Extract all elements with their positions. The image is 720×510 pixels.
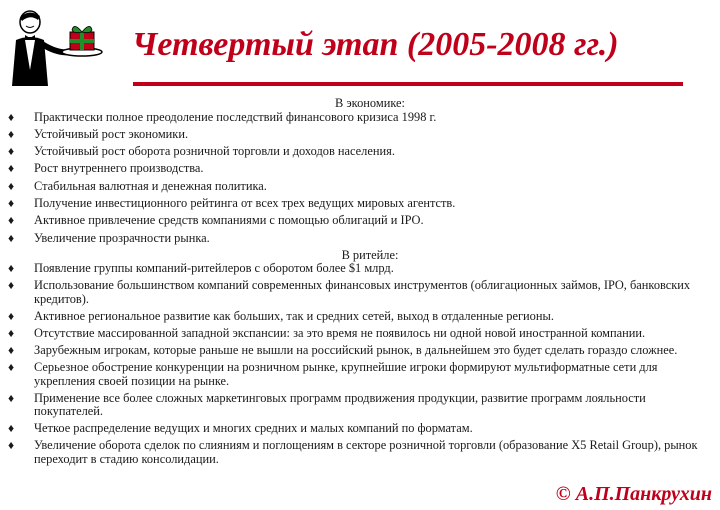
diamond-bullet-icon: ♦: [7, 196, 15, 210]
list-item-text: Устойчивый рост оборота розничной торговли и доходов населения.: [34, 144, 395, 159]
diamond-bullet-icon: ♦: [7, 359, 15, 374]
list-item: [4, 327, 716, 341]
diamond-bullet-icon: ♦: [7, 178, 15, 193]
title-underline: [133, 82, 683, 86]
list-item-text: Зарубежным игрокам, которые раньше не вышли на российский рынок, в дальнейшем это будет сделать гораздо сложнее.: [34, 342, 678, 357]
list-item: [4, 180, 716, 194]
list-item-text: Отсутствие массированной западной экспансии: за это время не появилось ни одной новой иностранной компании.: [34, 325, 646, 340]
diamond-bullet-icon: ♦: [7, 278, 15, 293]
list-item: [4, 310, 716, 324]
diamond-bullet-icon: ♦: [7, 213, 15, 228]
list-item: [4, 111, 716, 125]
list-item: [4, 392, 716, 419]
diamond-bullet-icon: ♦: [7, 421, 15, 436]
slide-title: Четвертый этап (2005-2008 гг.): [132, 26, 619, 63]
list-item-text: Устойчивый рост экономики.: [34, 126, 189, 141]
list-item: [4, 162, 716, 176]
economy-list: [4, 111, 716, 246]
list-item: [4, 262, 716, 276]
list-item: [4, 344, 716, 358]
diamond-bullet-icon: ♦: [7, 161, 15, 176]
list-item-text: Получение инвестиционного рейтинга от всех трех ведущих мировых агентств.: [34, 196, 456, 210]
slide-content: [4, 96, 716, 470]
section-heading-economy: В экономике:: [335, 96, 405, 110]
list-item: [4, 361, 716, 388]
list-item: [4, 214, 716, 228]
diamond-bullet-icon: ♦: [7, 126, 15, 141]
list-item: [4, 422, 716, 436]
list-item: [4, 145, 716, 159]
list-item: [4, 128, 716, 142]
list-item-text: Использование большинством компаний современных финансовых инструментов (облигационных займов, IPO, банковских кредитов).: [34, 278, 691, 307]
diamond-bullet-icon: ♦: [7, 230, 15, 245]
list-item-text: Практически полное преодоление последствий финансового кризиса 1998 г.: [34, 109, 437, 124]
diamond-bullet-icon: ♦: [7, 325, 15, 340]
list-item-text: Стабильная валютная и денежная политика.: [34, 178, 267, 193]
list-item-text: Четкое распределение ведущих и многих средних и малых компаний по форматам.: [34, 421, 473, 436]
list-item: [4, 439, 716, 466]
list-item: [4, 279, 716, 306]
list-item-text: Активное привлечение средств компаниями с помощью облигаций и IPO.: [34, 213, 424, 228]
list-item-text: Серьезное обострение конкуренции на розничном рынке, крупнейшие игроки формируют мультиформатные сети для укрепления своей позиции на рынке.: [34, 359, 658, 388]
retail-list: [4, 262, 716, 466]
diamond-bullet-icon: ♦: [7, 390, 15, 405]
diamond-bullet-icon: ♦: [7, 342, 15, 357]
list-item-text: Рост внутреннего производства.: [34, 161, 204, 176]
diamond-bullet-icon: ♦: [7, 144, 15, 159]
diamond-bullet-icon: ♦: [7, 309, 15, 323]
diamond-bullet-icon: ♦: [7, 109, 15, 124]
list-item-text: Активное региональное развитие как больших, так и средних сетей, выход в отдаленные регионы.: [34, 309, 554, 323]
waiter-with-gift-tray-icon: [8, 8, 108, 88]
list-item: [4, 232, 716, 246]
diamond-bullet-icon: ♦: [7, 438, 15, 453]
list-item-text: Применение все более сложных маркетинговых программ продвижения продукции, развитие программ лояльности покупателей.: [34, 390, 646, 419]
list-item-text: Увеличение оборота сделок по слияниям и поглощениям в секторе розничной торговли (образование X5 Retail Group), рынок переходит в стадию консолидации.: [34, 438, 698, 466]
section-heading-retail: В ритейле:: [341, 247, 399, 262]
list-item-text: Появление группы компаний-ритейлеров с оборотом более $1 млрд.: [34, 261, 394, 276]
list-item: [4, 197, 716, 211]
diamond-bullet-icon: ♦: [7, 261, 15, 276]
list-item-text: Увеличение прозрачности рынка.: [34, 230, 210, 245]
author-credit: © А.П.Панкрухин: [555, 483, 712, 505]
